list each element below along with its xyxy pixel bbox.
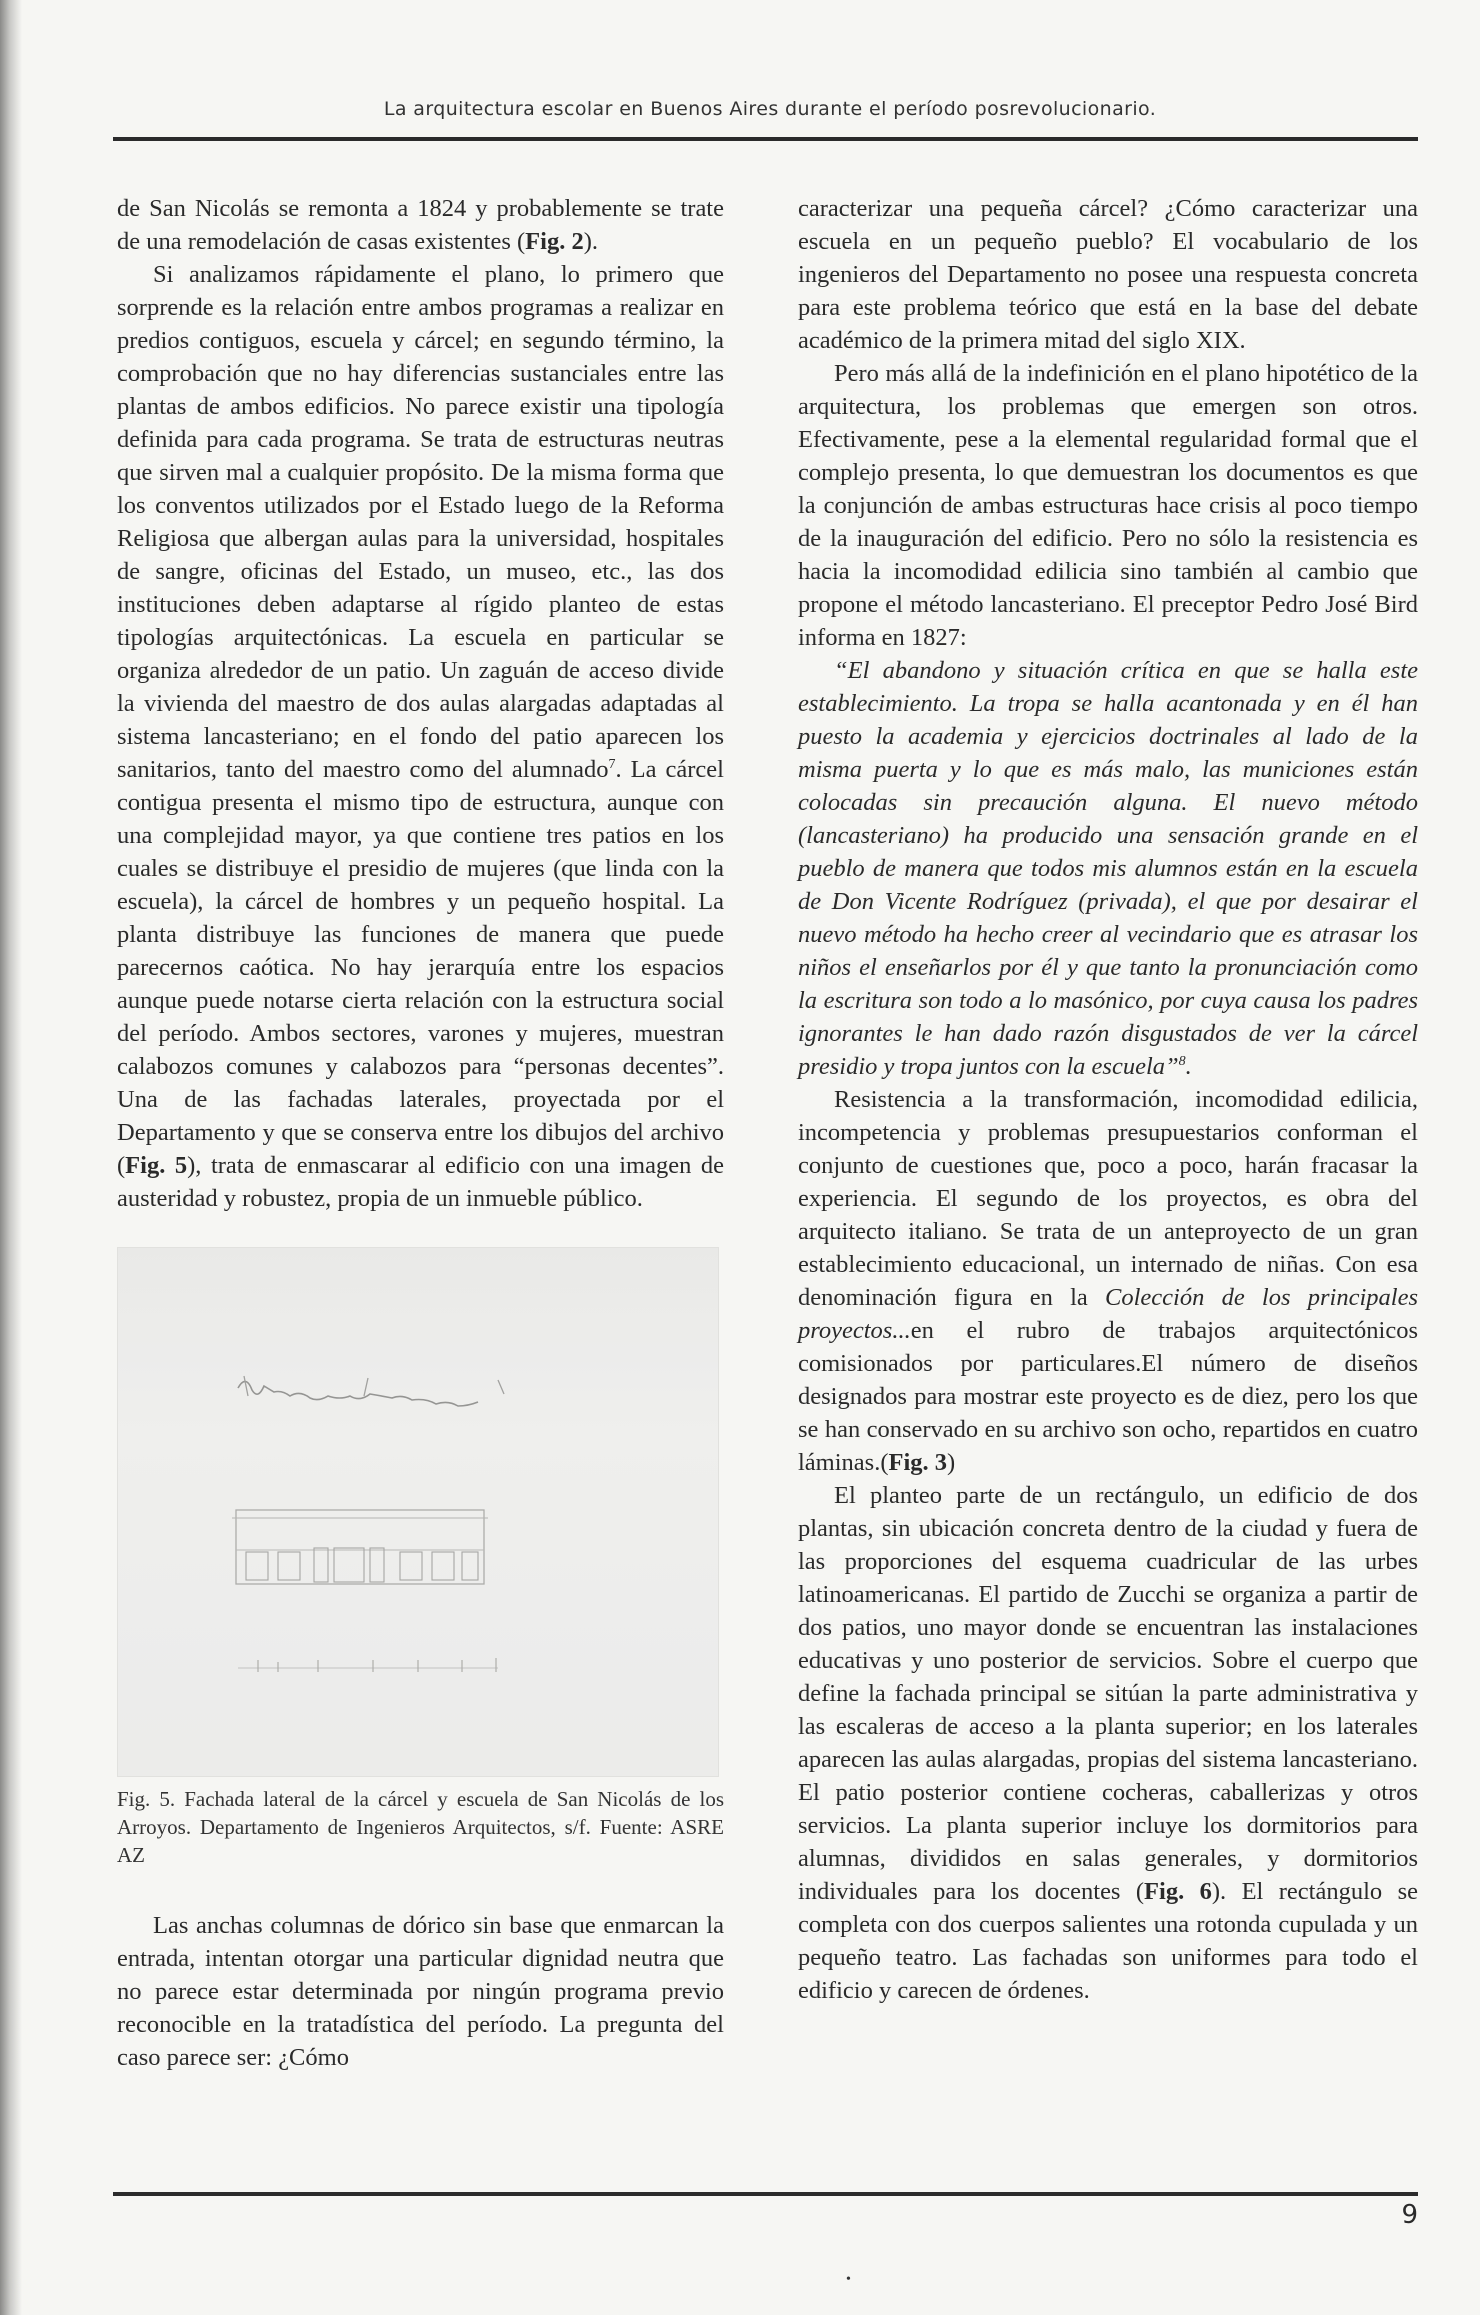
footnote-marker: 8 — [1178, 1053, 1186, 1069]
right-column — [798, 192, 1418, 2007]
block-quote — [798, 654, 1418, 1083]
figure-caption: Fig. 5. Fachada lateral de la cárcel y escuela de San Nicolás de los Arroyos. Departamento de Ingenieros Arquitectos, s/f. Fuente: ASRE AZ — [117, 1787, 724, 1867]
left-column — [117, 192, 724, 2074]
figure-reference: Fig. 3 — [888, 1449, 948, 1476]
paragraph — [117, 258, 724, 1215]
running-header: La arquitectura escolar en Buenos Aires durante el período posrevolucionario. — [383, 98, 1157, 120]
text-run: ), trata de enmascarar al edificio con una imagen de austeridad y robustez, propia de un inmueble público. — [117, 1152, 724, 1212]
text-run: Si analizamos rápidamente el plano, lo primero que sorprende es la relación entre ambos programas a realizar en predios contiguos, escuela y cárcel; en segundo término, la comprobación que no hay diferencias sustanciales entre las plantas de ambos edificios. No parece existir una tipología definida para cada programa. Se trata de estructuras neutras que sirven mal a cualquier propósito. De la misma forma que los conventos utilizados por el Estado luego de la Reforma Religiosa que albergan aulas para la universidad, hospitales de sangre, oficinas del Estado, un museo, etc., las dos instituciones deben adaptarse al rígido planteo de estas tipologías arquitectónicas. La escuela en particular se organiza alrededor de un patio. Un zaguán de acceso divide la vivienda del maestro de dos aulas alargadas adaptadas al sistema lancasteriano; en el fondo del patio aparecen los sanitarios, tanto del maestro como del alumnado — [117, 261, 724, 783]
page-edge-shadow — [0, 0, 22, 2315]
text-run: ). — [583, 228, 598, 255]
text-run: en el rubro de trabajos arquitectónicos comisionados por particulares.El número de diseños designados para mostrar este proyecto es de diez, pero los que se han conservado en su archivo son ocho, repartidos en cuatro láminas.( — [798, 1317, 1418, 1476]
footer-rule — [113, 2192, 1418, 2196]
paper-tint — [118, 1248, 718, 1776]
quote-text: “El abandono y situación crítica en que se halla este establecimiento. La tropa se halla acantonada y en él han puesto la academia y ejercicios doctrinales al lado de la misma puerta y lo que es más malo, las municiones están colocadas sin precaución alguna. El nuevo método (lancasteriano) ha producido una sensación grande en el pueblo de manera que todos mis alumnos están en la escuela de Don Vicente Rodríguez (privada), el que por desairar el nuevo método ha hecho creer al vecindario que es atrasar los niños el enseñarlos por él y que tanto la pronunciación como la escritura son todo a lo masónico, por cuya causa los padres ignorantes le han dado razón disgustados de ver la cárcel presidio y tropa juntos con la escuela” — [798, 657, 1418, 1080]
figure-reference: Fig. 5 — [125, 1152, 188, 1179]
paragraph: Las anchas columnas de dórico sin base que enmarcan la entrada, intentan otorgar una particular dignidad neutra que no parece estar determinada por ningún programa previo reconocible en la tratadística del período. La pregunta del caso parece ser: ¿Cómo — [117, 1912, 724, 2071]
text-run: ) — [947, 1449, 956, 1476]
text-run: . — [1185, 1053, 1192, 1080]
text-run: ). El rectángulo se completa con dos cuerpos salientes una rotonda cupulada y un pequeño teatro. Las fachadas son uniformes para todo el edificio y carecen de órdenes. — [798, 1878, 1418, 2004]
figure-5-image — [117, 1247, 719, 1777]
text-run: de San Nicolás se remonta a 1824 y probablemente se trate de una remodelación de casas existentes ( — [117, 195, 724, 255]
paragraph — [117, 192, 724, 258]
paragraph — [798, 1479, 1418, 2007]
paragraph — [798, 1083, 1418, 1479]
paragraph: caracterizar una pequeña cárcel? ¿Cómo caracterizar una escuela en un pequeño pueblo? El vocabulario de los ingenieros del Departamento no posee una respuesta concreta para este problema teórico que está en la base del debate académico de la primera mitad del siglo XIX. — [798, 195, 1418, 354]
facade-sketch — [118, 1248, 718, 1776]
text-run: . La cárcel contigua presenta el mismo tipo de estructura, aunque con una complejidad mayor, ya que contiene tres patios en los cuales se distribuye el presidio de mujeres (que linda con la escuela), la cárcel de hombres y un pequeño hospital. La planta distribuye las funciones de manera que puede parecernos caótica. No hay jerarquía entre los espacios aunque puede notarse cierta relación con la estructura social del período. Ambos sectores, varones y mujeres, muestran calabozos comunes y calabozos para “personas decentes”. Una de las fachadas laterales, proyectada por el Departamento y que se conserva entre los dibujos del archivo ( — [117, 756, 724, 1179]
footnote-marker: 7 — [608, 756, 616, 772]
page-number: 9 — [1401, 2200, 1418, 2230]
italic-title: Colección de los principales proyectos... — [798, 1284, 1418, 1344]
text-run: Resistencia a la transformación, incomodidad edilicia, incompetencia y problemas presupuestarios conforman el conjunto de cuestiones que, poco a poco, harán fracasar la experiencia. El segundo de los proyectos, es obra del arquitecto italiano. Se trata de un anteproyecto de un gran establecimiento educacional, un internado de niñas. Con esa denominación figura en la — [798, 1086, 1418, 1311]
paragraph: Pero más allá de la indefinición en el plano hipotético de la arquitectura, los problemas que emergen son otros. Efectivamente, pese a la elemental regularidad formal que el complejo presenta, lo que demuestran los documentos es que la conjunción de ambas estructuras hace crisis al poco tiempo de la inauguración del edificio. Pero no sólo la resistencia es hacia la incomodidad edilicia sino también al cambio que propone el método lancasteriano. El preceptor Pedro José Bird informa en 1827: — [798, 360, 1418, 651]
figure-reference: Fig. 6 — [1144, 1878, 1212, 1905]
print-speck: • — [846, 2272, 851, 2287]
header-rule — [113, 137, 1418, 141]
figure-reference: Fig. 2 — [525, 228, 584, 255]
text-run: El planteo parte de un rectángulo, un edificio de dos plantas, sin ubicación concreta dentro de la ciudad y fuera de las proporciones del esquema cuadricular de las urbes latinoamericanas. El partido de Zucchi se organiza a partir de dos patios, uno mayor donde se encuentran las instalaciones educativas y uno posterior de servicios. Sobre el cuerpo que define la fachada principal se sitúan la parte administrativa y las escaleras de acceso a la planta superior; en los laterales aparecen las aulas alargadas, propias del sistema lancasteriano. El patio posterior contiene cocheras, caballerizas y otros servicios. La planta superior incluye los dormitorios para alumnas, divididos en salas generales, y dormitorios individuales para los docentes ( — [798, 1482, 1418, 1905]
